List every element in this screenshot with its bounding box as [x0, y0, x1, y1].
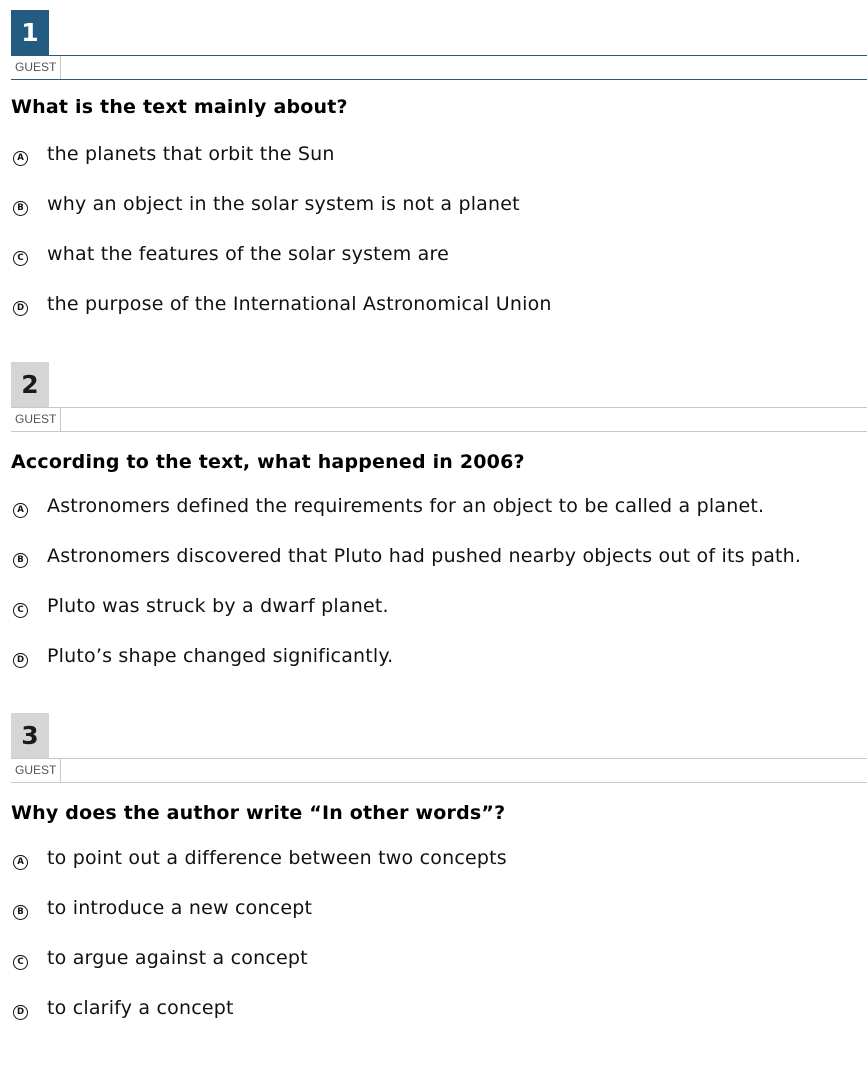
question-2: [0, 362, 867, 667]
guest-tab[interactable]: GUEST: [11, 759, 61, 782]
question-prompt: According to the text, what happened in 2006?: [11, 451, 525, 473]
option-letter-d-icon[interactable]: D: [13, 301, 28, 316]
guest-tab[interactable]: GUEST: [11, 56, 61, 79]
header-divider-bottom: [11, 782, 867, 783]
answer-option-d[interactable]: [0, 997, 867, 1055]
option-letter-a-icon[interactable]: A: [13, 151, 28, 166]
header-divider-bottom: [11, 431, 867, 432]
question-number-badge[interactable]: 1: [11, 10, 49, 55]
answer-option-d[interactable]: [0, 293, 867, 351]
answer-list: [0, 847, 867, 1055]
answer-text[interactable]: to point out a difference between two concepts: [47, 847, 507, 869]
answer-list: [0, 495, 867, 703]
option-letter-c-icon[interactable]: C: [13, 955, 28, 970]
header-divider-bottom: [11, 79, 867, 80]
answer-text[interactable]: Astronomers defined the requirements for an object to be called a planet.: [47, 495, 765, 517]
option-letter-b-icon[interactable]: B: [13, 553, 28, 568]
question-1: [0, 10, 867, 315]
option-letter-d-icon[interactable]: D: [13, 653, 28, 668]
answer-text[interactable]: to clarify a concept: [47, 997, 234, 1019]
answer-text[interactable]: Pluto’s shape changed significantly.: [47, 645, 394, 667]
question-prompt: What is the text mainly about?: [11, 96, 348, 118]
guest-tab[interactable]: GUEST: [11, 408, 61, 431]
answer-text[interactable]: the planets that orbit the Sun: [47, 143, 335, 165]
option-letter-b-icon[interactable]: B: [13, 201, 28, 216]
answer-text[interactable]: Astronomers discovered that Pluto had pushed nearby objects out of its path.: [47, 545, 802, 567]
question-header: [0, 362, 867, 432]
option-letter-a-icon[interactable]: A: [13, 855, 28, 870]
option-letter-d-icon[interactable]: D: [13, 1005, 28, 1020]
option-letter-a-icon[interactable]: A: [13, 503, 28, 518]
answer-text[interactable]: why an object in the solar system is not a planet: [47, 193, 520, 215]
answer-text[interactable]: what the features of the solar system are: [47, 243, 449, 265]
answer-option-d[interactable]: [0, 645, 867, 703]
answer-text[interactable]: to argue against a concept: [47, 947, 308, 969]
question-number-badge[interactable]: 2: [11, 362, 49, 407]
question-prompt: Why does the author write “In other words”?: [11, 802, 506, 824]
option-letter-c-icon[interactable]: C: [13, 251, 28, 266]
answer-text[interactable]: to introduce a new concept: [47, 897, 313, 919]
option-letter-c-icon[interactable]: C: [13, 603, 28, 618]
question-number-badge[interactable]: 3: [11, 713, 49, 758]
header-divider: [11, 407, 867, 408]
header-divider: [11, 758, 867, 759]
question-header: [0, 10, 867, 80]
option-letter-b-icon[interactable]: B: [13, 905, 28, 920]
header-divider: [11, 55, 867, 56]
answer-text[interactable]: the purpose of the International Astronomical Union: [47, 293, 552, 315]
answer-list: [0, 143, 867, 351]
answer-text[interactable]: Pluto was struck by a dwarf planet.: [47, 595, 389, 617]
question-header: [0, 713, 867, 783]
question-3: [0, 713, 867, 1019]
